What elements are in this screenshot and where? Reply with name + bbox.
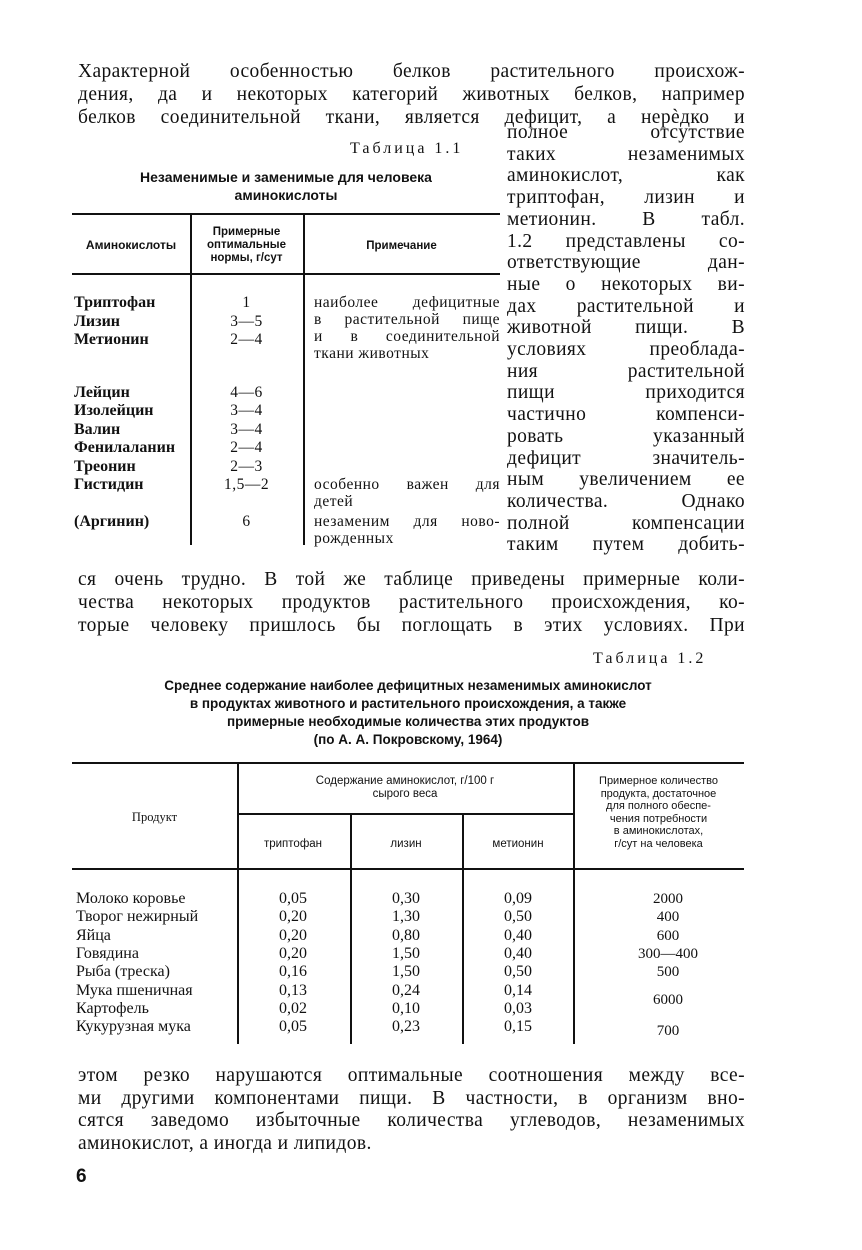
amino-content-value: 0,20 [279,944,307,962]
amino-content-value: 0,16 [279,963,307,981]
amino-acid-note: рожденных [314,529,394,547]
side-column-line: условиях преоблада- [507,339,745,360]
table-caption: примерные необходимые количества этих продуктов [226,714,590,729]
product-name: Картофель [76,999,149,1017]
side-column-line: метионин. В табл. [507,208,745,230]
side-column-line: ным увеличением ее [507,469,745,491]
side-column-line: ные о некоторых ви- [507,273,745,295]
amino-content-value: 1,50 [392,944,420,962]
amino-acid-norm: 4—6 [230,383,263,401]
amino-acid-norm: 2—4 [230,331,263,348]
paragraph-line: дения, да и некоторых категорий животных белков, например [78,84,745,105]
amino-acid-norm: 1 [242,294,251,311]
column-header-amount: для полного обеспе- [606,800,711,812]
amino-acid-note: незаменим для ново- [314,512,500,530]
paragraph-line: торые человеку пришлось бы поглощать в этих условиях. При [78,615,745,636]
product-name: Творог нежирный [76,908,199,926]
required-amount: 300—400 [638,945,698,962]
product-name: Говядина [76,944,139,962]
amino-content-value: 0,09 [504,890,532,907]
amino-content-value: 0,23 [392,1018,420,1036]
side-column-line: ния растительной [507,360,745,382]
column-header-product: Продукт [131,810,178,824]
amino-content-value: 0,24 [392,981,420,999]
product-name: Яйца [76,926,111,944]
paragraph-line: аминокислот, а иногда и липидов. [78,1132,372,1154]
amino-content-value: 0,40 [504,926,532,944]
amino-acid-note: особенно важен для [314,476,500,493]
column-header-amount: Примерное количество [599,775,718,787]
column-header-amino: Аминокислоты [85,238,177,252]
paragraph-line: ми другими компонентами пищи. В частности, в организм вно- [78,1087,745,1109]
amino-acid-name: Изолейцин [74,402,154,419]
column-header-amount: в аминокислотах, [613,825,704,837]
amino-acid-norm: 3—5 [230,312,263,330]
table-rule [72,762,744,764]
side-column-line: дах растительной и [507,295,745,317]
paragraph-line: чества некоторых продуктов растительного происхождения, ко- [78,592,745,613]
amino-acid-note: ткани животных [314,345,430,362]
required-amount: 2000 [653,891,683,907]
table-caption: аминокислоты [234,187,338,203]
amino-content-value: 0,40 [504,944,532,962]
amino-acid-norm: 3—4 [230,420,263,438]
required-amount: 6000 [653,991,683,1008]
table-caption: Среднее содержание наиболее дефицитных незаменимых аминокислот [164,678,652,693]
amino-content-value: 0,20 [279,908,307,926]
side-column-line: триптофан, лизин и [507,187,745,209]
amino-content-value: 0,15 [504,1018,532,1036]
column-header-methionine: метионин [492,838,544,850]
amino-content-value: 0,05 [279,890,307,907]
required-amount: 600 [656,927,680,944]
amino-acid-note: наиболее дефицитные [314,294,500,311]
required-amount: 500 [656,964,680,981]
product-name: Кукурузная мука [76,1018,191,1036]
amino-acid-note: детей [314,493,354,510]
amino-acid-name: Метионин [74,331,149,348]
amino-acid-name: Треонин [74,457,136,475]
paragraph-line: Характерной особенностью белков растительного происхож- [78,61,745,82]
amino-acid-note: в растительной пище [314,311,500,328]
paragraph-line: этом резко нарушаются оптимальные соотношения между все- [78,1065,745,1086]
amino-content-value: 0,14 [504,981,532,999]
column-header-content: Содержание аминокислот, г/100 г [315,775,495,787]
product-name: Рыба (треска) [76,963,170,981]
side-column-line: количества. Однако [507,490,745,512]
table-subrule [237,813,573,815]
side-column-line: полной компенсации [507,512,745,534]
side-column-line: полное отсутствие [507,122,745,143]
table-caption: Незаменимые и заменимые для человека [140,169,432,185]
side-column-line: ответствующие дан- [507,252,745,274]
amino-content-value: 0,03 [504,999,532,1017]
amino-content-value: 0,50 [504,908,532,926]
amino-content-value: 0,30 [392,890,420,907]
amino-acid-note: и в соединительной [314,328,500,345]
column-divider [303,215,305,545]
required-amount: 700 [656,1023,680,1040]
side-column-line: аминокислот, как [507,165,745,187]
table-rule [72,213,500,215]
amino-content-value: 1,30 [392,908,420,926]
amino-content-value: 0,10 [392,999,420,1017]
amino-acid-name: Лизин [74,312,121,330]
column-header-norm: оптимальные [207,239,286,251]
side-column-line: пищи приходится [507,382,745,404]
column-header-norm: нормы, г/сут [210,252,283,264]
product-name: Молоко коровье [76,890,186,907]
page-number: 6 [76,1166,87,1187]
column-divider [190,215,192,545]
column-header-note: Примечание [366,240,437,252]
table-rule [72,273,500,275]
paragraph-line: белков соединительной ткани, является дефицит, а нерѐдко и [78,107,745,128]
side-column-line: дефицит значитель- [507,447,745,469]
amino-acid-name: Триптофан [74,294,156,311]
amino-acid-norm: 2—4 [230,439,263,456]
amino-acid-name: (Аргинин) [74,512,150,530]
table-caption: в продуктах животного и растительного происхождения, а также [189,696,627,711]
side-column-line: ровать указанный [507,425,745,447]
amino-acid-name: Валин [74,420,121,438]
amino-content-value: 1,50 [392,963,420,981]
amino-acid-name: Лейцин [74,383,130,401]
amino-content-value: 0,02 [279,999,307,1017]
amino-acid-norm: 2—3 [230,457,263,475]
column-header-amount: чения потребности [609,812,708,825]
required-amount: 400 [656,909,680,926]
amino-acid-norm: 3—4 [230,402,263,419]
column-header-content: сырого веса [372,788,438,800]
amino-content-value: 0,13 [279,981,307,999]
column-header-amount: продукта, достаточное [600,787,717,800]
column-header-amount: г/сут на человека [614,837,703,850]
paragraph-line: сятся заведомо избыточные количества углеводов, незаменимых [78,1110,745,1131]
side-column-line: частично компенси- [507,404,745,426]
amino-acid-name: Фенилаланин [74,439,176,456]
side-column-line: 1.2 представлены со- [507,230,745,252]
side-column-line: животной пищи. В [507,317,745,339]
side-column-line: таких незаменимых [507,143,745,165]
column-header-lysine: лизин [390,838,422,850]
amino-content-value: 0,80 [392,926,420,944]
side-column-line: таким путем добить- [507,534,745,556]
column-header-norm: Примерные [212,226,281,238]
table-number: Таблица 1.2 [593,650,707,667]
amino-content-value: 0,20 [279,926,307,944]
amino-content-value: 0,50 [504,963,532,981]
table-rule [72,868,744,870]
amino-acid-name: Гистидин [74,476,144,493]
amino-acid-norm: 1,5—2 [223,476,270,493]
amino-content-value: 0,05 [279,1018,307,1036]
column-header-tryptophan: триптофан [263,838,323,850]
paragraph-line: ся очень трудно. В той же таблице приведены примерные коли- [78,569,745,590]
table-number: Таблица 1.1 [350,140,464,157]
amino-acid-norm: 6 [242,512,251,530]
product-name: Мука пшеничная [76,981,193,999]
table-caption: (по А. А. Покровскому, 1964) [313,732,503,747]
